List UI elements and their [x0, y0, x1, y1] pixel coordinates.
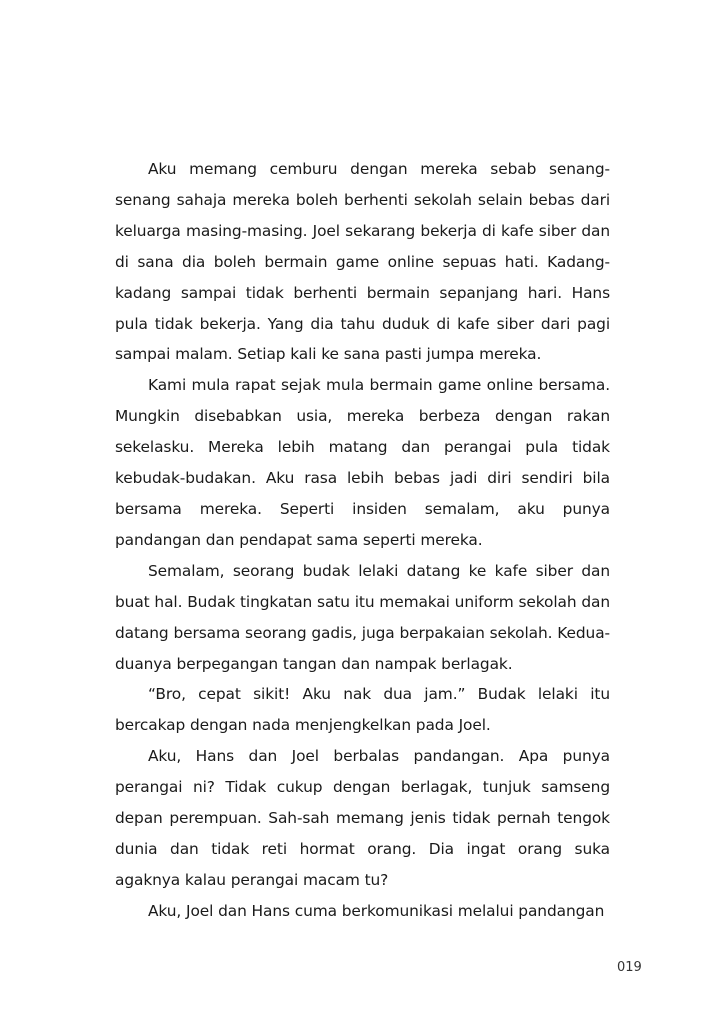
- paragraph-5: Aku, Hans dan Joel berbalas pandangan. Apa punya perangai ni? Tidak cukup dengan berlagak, tunjuk samseng depan perempuan. Sah-sah memang jenis tidak pernah tengok dunia dan tidak reti hormat orang. Dia ingat orang suka agaknya kalau perangai macam tu?: [115, 747, 610, 889]
- page-number: 019: [617, 960, 642, 975]
- paragraph-3: Semalam, seorang budak lelaki datang ke kafe siber dan buat hal. Budak tingkatan satu itu memakai uniform sekolah dan datang bersama seorang gadis, juga berpakaian sekolah. Kedua-duanya berpegangan tangan dan nampak berlagak.: [115, 561, 610, 673]
- paragraph-2: Kami mula rapat sejak mula bermain game online bersama. Mungkin disebabkan usia, mereka berbeza dengan rakan sekelasku. Mereka lebih matang dan perangai pula tidak kebudak-budakan. Aku rasa lebih bebas jadi diri sendiri bila bersama mereka. Seperti insiden semalam, aku punya pandangan dan pendapat sama seperti mereka.: [115, 376, 610, 549]
- paragraph-4: “Bro, cepat sikit! Aku nak dua jam.” Budak lelaki itu bercakap dengan nada menjengkelkan pada Joel.: [115, 685, 610, 735]
- paragraph-6: Aku, Joel dan Hans cuma berkomunikasi melalui pandangan: [148, 901, 605, 920]
- paragraph-1: Aku memang cemburu dengan mereka sebab senang-senang sahaja mereka boleh berhenti sekolah selain bebas dari keluarga masing-masing. Joel sekarang bekerja di kafe siber dan di sana dia boleh bermain game online sepuas hati. Kadang-kadang sampai tidak berhenti bermain sepanjang hari. Hans pula tidak bekerja. Yang dia tahu duduk di kafe siber dari pagi sampai malam. Setiap kali ke sana pasti jumpa mereka.: [115, 160, 610, 364]
- body-text: [115, 154, 610, 927]
